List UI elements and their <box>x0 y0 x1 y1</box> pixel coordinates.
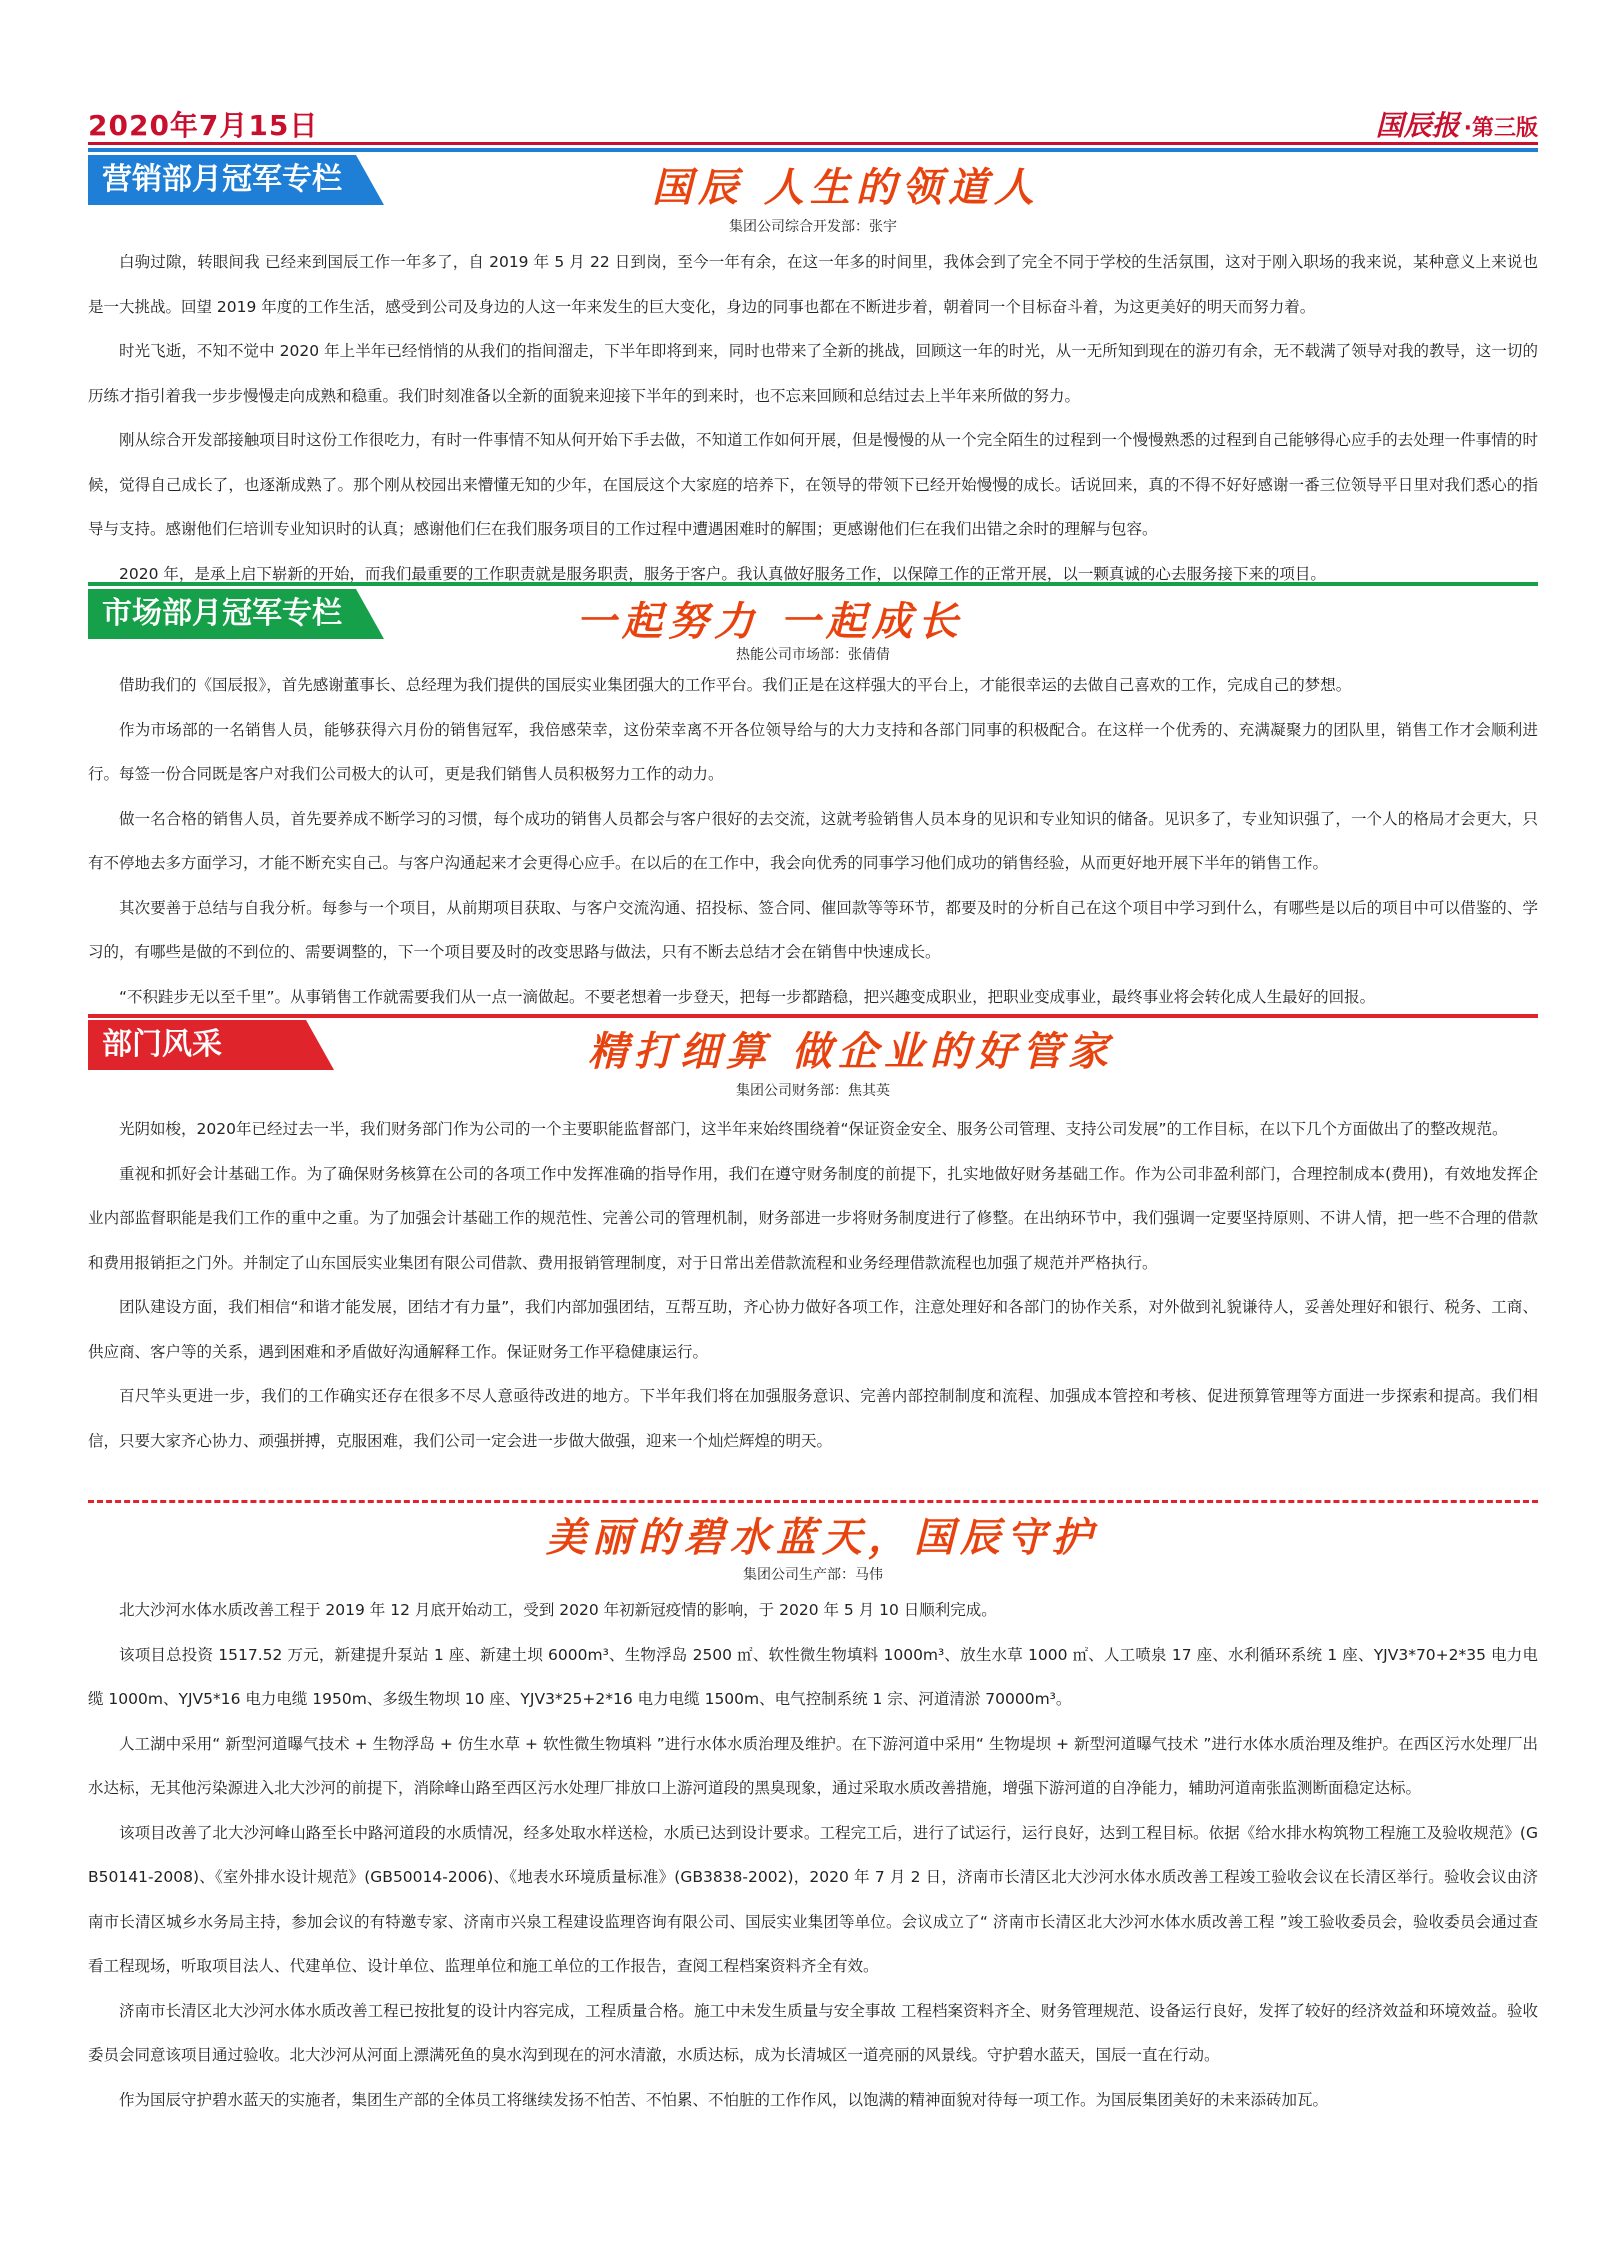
article-byline-3: 集团公司财务部：焦其英 <box>736 1083 890 1099</box>
paragraph: 2020 年，是承上启下崭新的开始，而我们最重要的工作职责就是服务职责，服务于客户。我认真做好服务工作，以保障工作的正常开展，以一颗真诚的心去服务接下来的项目。 <box>119 564 1326 583</box>
masthead-logo: 国辰报 <box>1375 109 1460 142</box>
article-body-2 <box>88 663 1538 1019</box>
section-banner-marketing: 营销部月冠军专栏 <box>88 155 356 205</box>
issue-date: 2020年7月15日 <box>88 109 319 142</box>
paragraph: 重视和抓好会计基础工作。为了确保财务核算在公司的各项工作中发挥准确的指导作用，我们在遵守财务制度的前提下，扎实地做好财务基础工作。作为公司非盈利部门，合理控制成本(费用)，有效地发挥企业内部监督职能是我们工作的重中之重。为了加强会计基础工作的规范性、完善公司的管理机制，财务部进一步将财务制度进行了修整。在出纳环节中，我们强调一定要坚持原则、不讲人情，把一些不合理的借款和费用报销拒之门外。并制定了山东国辰实业集团有限公司借款、费用报销管理制度，对于日常出差借款流程和业务经理借款流程也加强了规范并严格执行。 <box>88 1164 1538 1272</box>
paragraph: 借助我们的《国辰报》，首先感谢董事长、总经理为我们提供的国辰实业集团强大的工作平台。我们正是在这样强大的平台上，才能很幸运的去做自己喜欢的工作，完成自己的梦想。 <box>119 676 1352 694</box>
paragraph: 北大沙河水体水质改善工程于 2019 年 12 月底开始动工，受到 2020 年初新冠疫情的影响，于 2020 年 5 月 10 日顺利完成。 <box>119 1601 997 1619</box>
article-body-1 <box>88 240 1538 596</box>
paragraph: 团队建设方面，我们相信“和谐才能发展，团结才有力量”，我们内部加强团结，互帮互助，齐心协力做好各项工作，注意处理好和各部门的协作关系，对外做到礼貌谦待人，妥善处理好和银行、税务、工商、供应商、客户等的关系，遇到困难和矛盾做好沟通解释工作。保证财务工作平稳健康运行。 <box>88 1298 1538 1361</box>
edition-label: ·第三版 <box>1463 116 1538 141</box>
article-title-3: 精打细算 做企业的好管家 <box>588 1028 1114 1075</box>
article-byline-1: 集团公司综合开发部：张宇 <box>729 219 897 235</box>
paragraph: 百尺竿头更进一步，我们的工作确实还存在很多不尽人意亟待改进的地方。下半年我们将在加强服务意识、完善内部控制制度和流程、加强成本管控和考核、促进预算管理等方面进一步探索和提高。我们相信，只要大家齐心协力、顽强拼搏，克服困难，我们公司一定会进一步做大做强，迎来一个灿烂辉煌的明天。 <box>88 1387 1538 1450</box>
page-header <box>88 96 1538 148</box>
article-title-1: 国辰 人生的领道人 <box>652 164 1040 211</box>
paragraph: 光阴如梭，2020年已经过去一半，我们财务部门作为公司的一个主要职能监督部门，这半年来始终围绕着“保证资金安全、服务公司管理、支持公司发展”的工作目标，在以下几个方面做出了的整改规范。 <box>119 1120 1508 1138</box>
section-rule-red <box>88 1014 1538 1018</box>
paragraph: 该项目总投资 1517.52 万元，新建提升泵站 1 座、新建土坝 6000m³、生物浮岛 2500 ㎡、软性微生物填料 1000m³、放生水草 1000 ㎡、人工喷泉 17 座、水利循环系统 1 座、YJV3*70+2*35 电力电缆 1000m、YJV5*16 电力电缆 1950m、多级生物坝 10 座、YJV3*25+2*16 电力电缆 1500m、电气控制系统 1 宗、河道清淤 70000m³。 <box>88 1645 1538 1708</box>
paragraph: 其次要善于总结与自我分析。每参与一个项目，从前期项目获取、与客户交流沟通、招投标、签合同、催回款等等环节，都要及时的分析自己在这个项目中学习到什么，有哪些是以后的项目中可以借鉴的、学习的，有哪些是做的不到位的、需要调整的，下一个项目要及时的改变思路与做法，只有不断去总结才会在销售中快速成长。 <box>88 898 1538 961</box>
paragraph: 济南市长清区北大沙河水体水质改善工程已按批复的设计内容完成，工程质量合格。施工中未发生质量与安全事故 工程档案资料齐全、财务管理规范、设备运行良好，发挥了较好的经济效益和环境效益。验收委员会同意该项目通过验收。北大沙河从河面上漂满死鱼的臭水沟到现在的河水清澈，水质达标，成为长清城区一道亮丽的风景线。守护碧水蓝天，国辰一直在行动。 <box>88 2001 1538 2064</box>
article-title-2: 一起努力 一起成长 <box>576 598 964 645</box>
article-byline-4: 集团公司生产部：马伟 <box>743 1567 883 1583</box>
article-title-4: 美丽的碧水蓝天，国辰守护 <box>546 1514 1098 1561</box>
masthead <box>1376 104 1538 144</box>
section-rule-blue <box>88 148 1538 152</box>
article-body-3 <box>88 1107 1538 1463</box>
section-rule-green <box>88 582 1538 586</box>
paragraph: 做一名合格的销售人员，首先要养成不断学习的习惯，每个成功的销售人员都会与客户很好的去交流，这就考验销售人员本身的见识和专业知识的储备。见识多了，专业知识强了，一个人的格局才会更大，只有不停地去多方面学习，才能不断充实自己。与客户沟通起来才会更得心应手。在以后的在工作中，我会向优秀的同事学习他们成功的销售经验，从而更好地开展下半年的销售工作。 <box>88 809 1538 872</box>
paragraph: 该项目改善了北大沙河峰山路至长中路河道段的水质情况，经多处取水样送检，水质已达到设计要求。工程完工后，进行了试运行，运行良好，达到工程目标。依据《给水排水构筑物工程施工及验收规范》(GB50141-2008)、《室外排水设计规范》(GB50014-2006)、《地表水环境质量标准》(GB3838-2002)，2020 年 7 月 2 日，济南市长清区北大沙河水体水质改善工程竣工验收会议在长清区举行。验收会议由济南市长清区城乡水务局主持，参加会议的有特邀专家、济南市兴泉工程建设监理咨询有限公司、国辰实业集团等单位。会议成立了“ 济南市长清区北大沙河水体水质改善工程 ”竣工验收委员会，验收委员会通过查看工程现场，听取项目法人、代建单位、设计单位、监理单位和施工单位的工作报告，查阅工程档案资料齐全有效。 <box>88 1823 1538 1975</box>
header-rule <box>88 142 1538 145</box>
section-banner-department: 部门风采 <box>88 1020 306 1070</box>
paragraph: 刚从综合开发部接触项目时这份工作很吃力，有时一件事情不知从何开始下手去做，不知道工作如何开展，但是慢慢的从一个完全陌生的过程到一个慢慢熟悉的过程到自己能够得心应手的去处理一件事情的时候，觉得自己成长了，也逐渐成熟了。那个刚从校园出来懵懂无知的少年，在国辰这个大家庭的培养下，在领导的带领下已经开始慢慢的成长。话说回来，真的不得不好好感谢一番三位领导平日里对我们悉心的指导与支持。感谢他们仨培训专业知识时的认真；感谢他们仨在我们服务项目的工作过程中遭遇困难时的解围；更感谢他们仨在我们出错之余时的理解与包容。 <box>88 431 1538 538</box>
section-rule-dashed <box>88 1500 1538 1503</box>
article-body-4 <box>88 1588 1538 2122</box>
section-banner-market: 市场部月冠军专栏 <box>88 589 356 639</box>
paragraph: 作为市场部的一名销售人员，能够获得六月份的销售冠军，我倍感荣幸，这份荣幸离不开各位领导给与的大力支持和各部门同事的积极配合。在这样一个优秀的、充满凝聚力的团队里，销售工作才会顺利进行。每签一份合同既是客户对我们公司极大的认可，更是我们销售人员积极努力工作的动力。 <box>88 720 1538 783</box>
article-byline-2: 热能公司市场部：张倩倩 <box>736 647 890 663</box>
paragraph: 时光飞逝，不知不觉中 2020 年上半年已经悄悄的从我们的指间溜走，下半年即将到来，同时也带来了全新的挑战，回顾这一年的时光，从一无所知到现在的游刃有余，无不载满了领导对我的教导，这一切的历练才指引着我一步步慢慢走向成熟和稳重。我们时刻准备以全新的面貌来迎接下半年的到来时，也不忘来回顾和总结过去上半年来所做的努力。 <box>88 342 1538 405</box>
paragraph: 作为国辰守护碧水蓝天的实施者，集团生产部的全体员工将继续发扬不怕苦、不怕累、不怕脏的工作作风，以饱满的精神面貌对待每一项工作。为国辰集团美好的未来添砖加瓦。 <box>119 2090 1329 2109</box>
paragraph: “不积跬步无以至千里”。从事销售工作就需要我们从一点一滴做起。不要老想着一步登天，把每一步都踏稳，把兴趣变成职业，把职业变成事业，最终事业将会转化成人生最好的回报。 <box>119 987 1376 1006</box>
paragraph: 白驹过隙，转眼间我 已经来到国辰工作一年多了，自 2019 年 5 月 22 日到岗，至今一年有余，在这一年多的时间里，我体会到了完全不同于学校的生活氛围，这对于刚入职场的我来说，某种意义上来说也是一大挑战。回望 2019 年度的工作生活，感受到公司及身边的人这一年来发生的巨大变化，身边的同事也都在不断进步着，朝着同一个目标奋斗着，为这更美好的明天而努力着。 <box>88 253 1538 316</box>
paragraph: 人工湖中采用“ 新型河道曝气技术 + 生物浮岛 + 仿生水草 + 软性微生物填料 ”进行水体水质治理及维护。在下游河道中采用“ 生物堤坝 + 新型河道曝气技术 ”进行水体水质治理及维护。在西区污水处理厂出水达标，无其他污染源进入北大沙河的前提下，消除峰山路至西区污水处理厂排放口上游河道段的黑臭现象，通过采取水质改善措施，增强下游河道的自净能力，辅助河道南张监测断面稳定达标。 <box>88 1734 1538 1797</box>
